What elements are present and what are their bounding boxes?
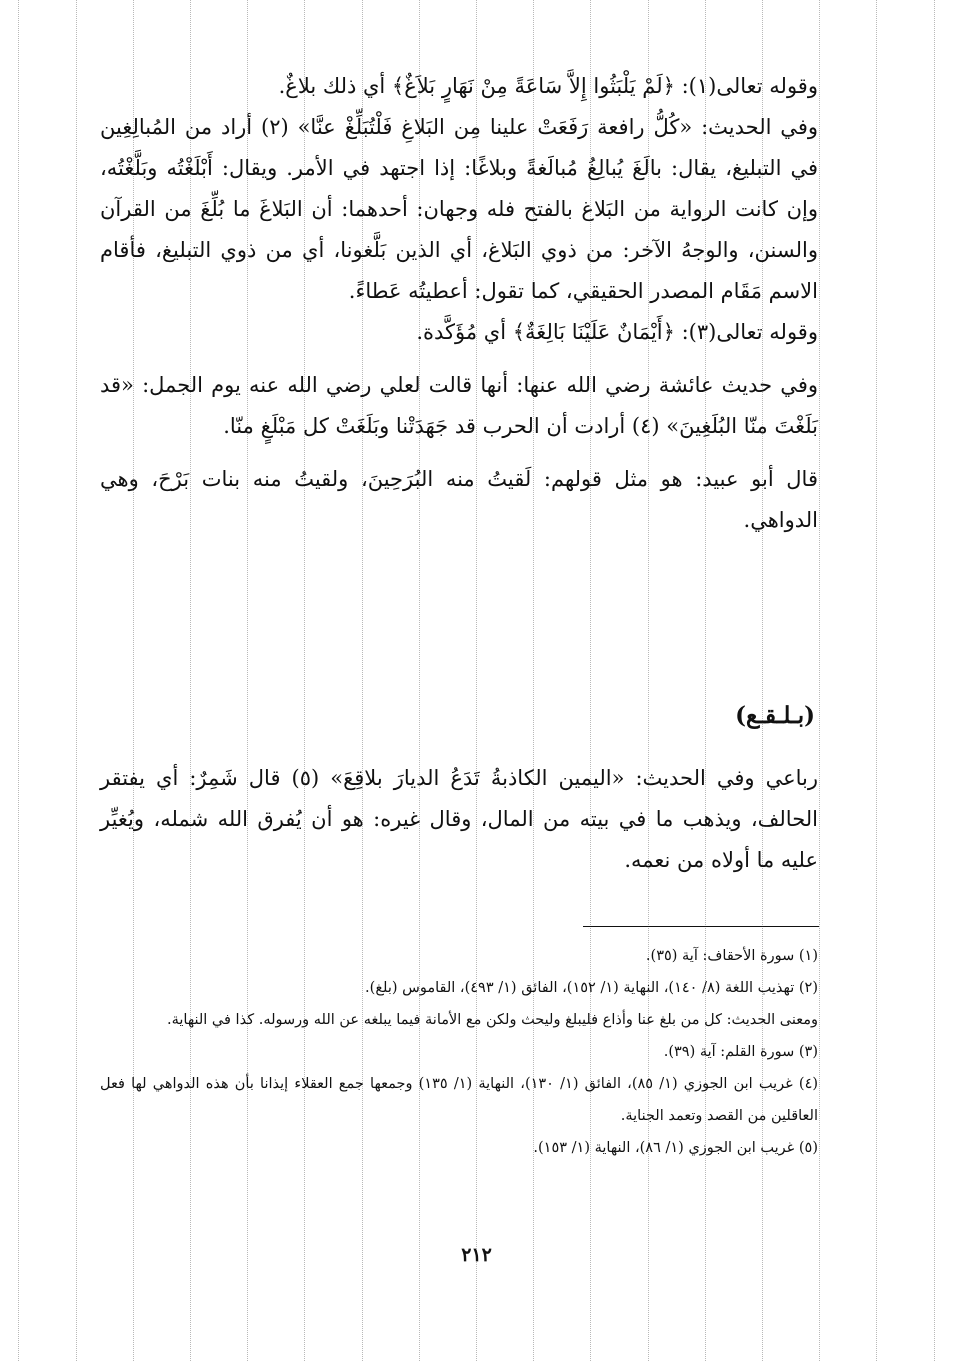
main-text-upper xyxy=(100,66,818,541)
paragraph-quran-ahqaf: وقوله تعالى(١): ﴿لَمْ يَلْبَثُوا إِلاَّ سَاعَةً مِنْ نَهَارٍ بَلاَغٌ﴾ أي ذلك بلاغٌ. xyxy=(278,74,818,98)
margin-guide-line xyxy=(76,0,77,1361)
footnote-1: (١) سورة الأحقاف: آية (٣٥). xyxy=(645,948,818,964)
paragraph-hadith-balagh: وفي الحديث: «كُلُّ رافعة رَفَعَتْ علينا مِن البَلاغِ فَلْتُبَلِّغْ عنَّا» (٢) أراد من المُبالِغِين في التبليغ، يقال: بالَغَ يُبالِغُ مُبالَغةً وبلاغًا: إذا اجتهد في الأمر. ويقال: أَبْلَغْتُه وبَلَّغْتُه، وإن كانت الرواية من البَلاغ بالفتح فله وجهان: أحدهما: أن البَلاغَ ما بُلِّغَ من القرآن والسنن، والوجهُ الآخر: من ذوي البَلاغ، أي الذين بَلَّغونا، أي من ذوي التبليغ، فأقام الاسم مَقَام المصدر الحقيقي، كما تقول: أعطيتُه عَطاءً. xyxy=(100,115,818,303)
footnote-4: (٤) غريب ابن الجوزي (١/ ٨٥)، الفائق (١/ ١٣٠)، النهاية (١/ ١٣٥) وجمعها جمع العقلاء إيذانا بأن هذه الدواهي لها فعل العاقلين من القصد وتعمد الجناية. xyxy=(100,1076,819,1124)
footnote-2-explanation: ومعنى الحديث: كل من بلغ عنا وأذاع فليبلغ وليحث ولكن مع الأمانة فيما يبلغه عن الله ورسوله. كذا في النهاية. xyxy=(166,1012,818,1028)
paragraph-abu-ubaid: قال أبو عبيد: هو مثل قولهم: لَقيتُ منه البُرَحِينَ، ولقيتُ منه بنات بَرْحَ، وهي الدواهي. xyxy=(100,467,818,532)
margin-guide-line xyxy=(876,0,877,1361)
footnote-3: (٣) سورة القلم: آية (٣٩). xyxy=(663,1044,818,1060)
footnote-5: (٥) غريب ابن الجوزي (١/ ٨٦)، النهاية (١/ ١٥٣). xyxy=(533,1140,818,1156)
margin-guide-line xyxy=(934,0,935,1361)
entry-heading: (بـلـقـع) xyxy=(735,702,815,729)
page-number: ٢١٢ xyxy=(461,1244,492,1266)
footnote-separator xyxy=(583,926,819,927)
paragraph-hadith-aisha: وفي حديث عائشة رضي الله عنها: أنها قالت لعلي رضي الله عنه يوم الجمل: «قد بَلَغْتَ منّا البُلَغِينَ» (٤) أرادت أن الحرب قد جَهَدَتْنا وبَلَغَتْ كل مَبْلَغٍ منّا. xyxy=(100,373,818,438)
footnotes xyxy=(100,940,818,1164)
margin-guide-line xyxy=(819,0,820,1361)
main-text-lower xyxy=(100,758,818,881)
footnote-2: (٢) تهذيب اللغة (٨/ ١٤٠)، النهاية (١/ ١٥٢)، الفائق (١/ ٤٩٣)، القاموس (بلغ). xyxy=(365,980,818,996)
margin-guide-line xyxy=(18,0,19,1361)
paragraph-balaqi: رباعي وفي الحديث: «اليمين الكاذبةُ تَدَعُ الديارَ بلاقِعَ» (٥) قال شَمِرٌ: أي يفتقر الحالف، ويذهب ما في بيته من المال، وقال غيره: هو أن يُفرق الله شمله، ويُغيِّر عليه ما أولاه من نعمه. xyxy=(100,766,819,872)
paragraph-quran-qalam: وقوله تعالى(٣): ﴿أَيْمَانٌ عَلَيْنَا بَالِغَةٌ﴾ أي مُؤَكَّدة. xyxy=(416,320,818,344)
